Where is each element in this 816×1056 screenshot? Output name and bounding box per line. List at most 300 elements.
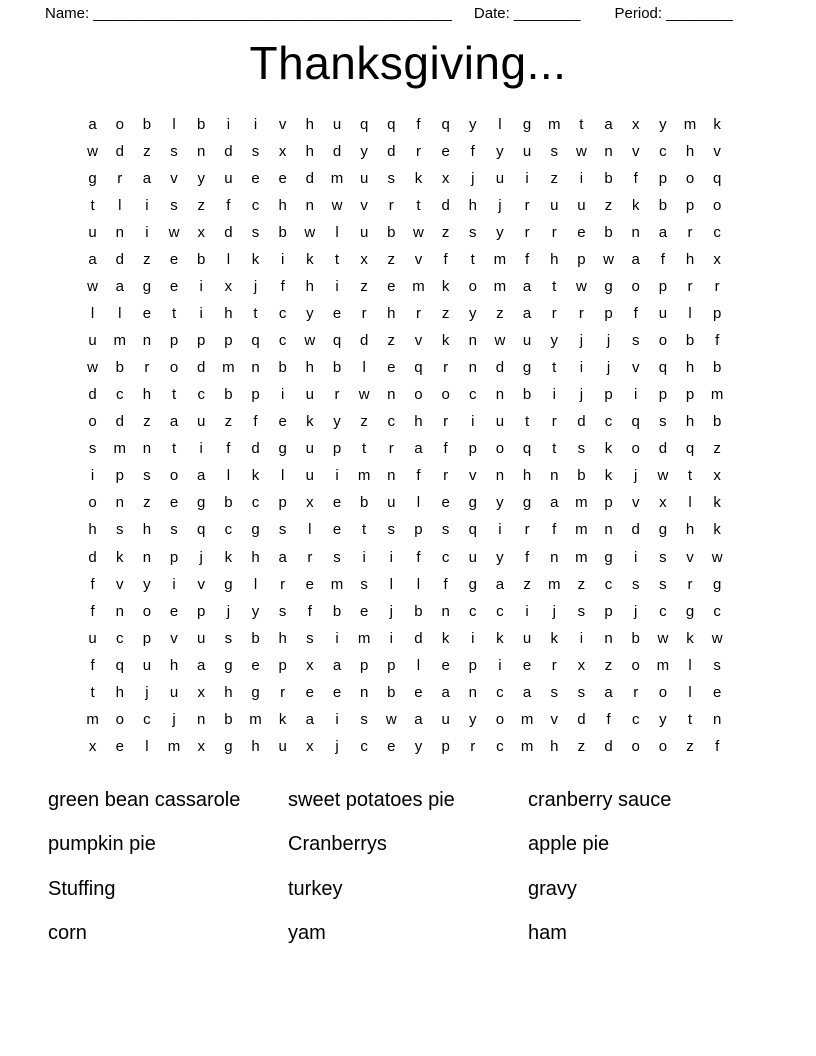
grid-letter: n xyxy=(550,548,559,566)
grid-letter: m xyxy=(547,575,561,593)
grid-letter: h xyxy=(550,251,559,269)
grid-letter: f xyxy=(416,548,421,566)
grid-letter: q xyxy=(658,359,668,377)
grid-letter: s xyxy=(170,197,178,215)
grid-letter: w xyxy=(711,629,723,647)
grid-letter: u xyxy=(197,629,206,647)
grid-letter: n xyxy=(441,602,450,620)
grid-letter: n xyxy=(387,467,396,485)
grid-letter: k xyxy=(550,629,558,647)
grid-letter: u xyxy=(441,710,450,728)
grid-letter: h xyxy=(522,467,532,485)
grid-letter: c xyxy=(496,602,504,620)
grid-letter: y xyxy=(469,116,477,134)
word-list-item: Cranberrys xyxy=(288,833,387,856)
grid-letter: y xyxy=(197,170,205,188)
grid-letter: t xyxy=(362,440,367,458)
grid-letter: j xyxy=(579,386,584,404)
grid-letter: u xyxy=(332,116,342,134)
grid-letter: z xyxy=(360,278,368,296)
grid-row xyxy=(79,111,732,138)
grid-letter: x xyxy=(713,467,721,485)
grid-letter: y xyxy=(550,332,558,350)
grid-letter: n xyxy=(115,494,124,512)
grid-letter: x xyxy=(88,737,97,755)
grid-letter: r xyxy=(443,359,449,377)
grid-letter: p xyxy=(387,656,396,674)
grid-letter: r xyxy=(551,224,557,242)
grid-letter: p xyxy=(604,494,613,512)
grid-letter: o xyxy=(468,278,477,296)
grid-letter: v xyxy=(550,710,558,728)
word-list-item: sweet potatoes pie xyxy=(288,789,455,811)
grid-letter: t xyxy=(171,386,177,404)
grid-letter: j xyxy=(253,278,258,296)
grid-letter: d xyxy=(414,629,423,647)
grid-letter: f xyxy=(253,413,258,431)
grid-letter: a xyxy=(88,251,97,269)
grid-letter: h xyxy=(251,548,260,566)
grid-letter: h xyxy=(224,305,233,323)
grid-letter: f xyxy=(470,143,475,161)
grid-letter: g xyxy=(251,521,260,539)
grid-letter: v xyxy=(713,143,721,161)
grid-letter: b xyxy=(631,629,640,647)
grid-letter: y xyxy=(496,224,504,242)
grid-letter: a xyxy=(522,278,532,296)
grid-letter: n xyxy=(604,143,613,161)
grid-letter: z xyxy=(713,440,721,458)
grid-letter: n xyxy=(468,332,477,350)
grid-letter: h xyxy=(685,359,695,377)
grid-letter: i xyxy=(199,440,203,458)
grid-letter: m xyxy=(656,656,670,674)
grid-letter: b xyxy=(278,224,287,242)
grid-letter: x xyxy=(577,656,586,674)
grid-letter: v xyxy=(631,143,640,161)
grid-letter: z xyxy=(496,305,504,323)
grid-letter: n xyxy=(197,143,206,161)
grid-row xyxy=(79,679,732,706)
grid-letter: i xyxy=(335,278,339,296)
grid-letter: e xyxy=(359,602,369,620)
grid-letter: d xyxy=(577,710,586,728)
grid-row xyxy=(79,300,732,327)
grid-letter: t xyxy=(687,710,693,728)
grid-letter: m xyxy=(86,710,99,728)
grid-letter: l xyxy=(688,305,692,323)
word-list-item: corn xyxy=(48,922,87,945)
grid-letter: i xyxy=(552,386,556,404)
grid-letter: c xyxy=(659,143,667,161)
grid-letter: f xyxy=(552,521,557,539)
grid-letter: t xyxy=(416,197,421,215)
grid-letter: n xyxy=(713,710,722,728)
grid-letter: d xyxy=(224,224,233,242)
grid-letter: s xyxy=(659,548,667,566)
grid-letter: j xyxy=(471,170,475,188)
grid-letter: r xyxy=(388,197,394,215)
grid-letter: y xyxy=(414,737,423,755)
grid-letter: r xyxy=(144,359,150,377)
grid-letter: w xyxy=(87,143,98,161)
grid-letter: b xyxy=(685,332,695,350)
grid-letter: h xyxy=(305,143,314,161)
grid-letter: g xyxy=(522,494,532,512)
grid-letter: d xyxy=(631,521,640,539)
grid-letter: u xyxy=(522,143,532,161)
grid-letter: s xyxy=(577,440,586,458)
grid-letter: o xyxy=(631,278,640,296)
grid-letter: j xyxy=(579,332,584,350)
grid-letter: j xyxy=(552,602,556,620)
grid-letter: o xyxy=(115,710,124,728)
grid-letter: m xyxy=(330,575,344,593)
grid-letter: a xyxy=(332,656,342,674)
grid-letter: v xyxy=(414,332,423,350)
grid-letter: s xyxy=(550,683,558,701)
grid-letter: a xyxy=(604,683,613,701)
word-list-item: ham xyxy=(528,922,567,945)
grid-letter: f xyxy=(280,278,285,296)
grid-letter: k xyxy=(306,251,314,269)
word-list-item: pumpkin pie xyxy=(48,833,156,856)
grid-letter: t xyxy=(90,683,95,701)
grid-letter: r xyxy=(551,305,557,323)
grid-letter: w xyxy=(711,548,723,566)
grid-letter: p xyxy=(169,332,179,350)
grid-letter: s xyxy=(441,521,450,539)
grid-letter: q xyxy=(332,332,342,350)
grid-letter: g xyxy=(224,575,233,593)
grid-letter: m xyxy=(167,737,181,755)
grid-letter: c xyxy=(496,737,504,755)
grid-letter: j xyxy=(145,683,149,701)
grid-letter: x xyxy=(306,656,314,674)
grid-letter: w xyxy=(304,332,316,350)
grid-letter: n xyxy=(495,386,505,404)
grid-letter: u xyxy=(359,170,369,188)
grid-letter: t xyxy=(171,305,177,323)
grid-letter: n xyxy=(142,548,152,566)
grid-letter: j xyxy=(606,332,611,350)
grid-letter: g xyxy=(685,602,695,620)
grid-letter: g xyxy=(604,278,613,296)
grid-letter: r xyxy=(280,683,286,701)
grid-letter: e xyxy=(387,278,396,296)
grid-letter: u xyxy=(305,440,314,458)
grid-letter: b xyxy=(359,494,369,512)
grid-letter: q xyxy=(251,332,260,350)
grid-letter: f xyxy=(660,251,665,269)
grid-letter: k xyxy=(251,467,260,485)
grid-letter: b xyxy=(387,683,396,701)
grid-letter: t xyxy=(362,521,367,539)
grid-letter: k xyxy=(441,629,450,647)
grid-letter: l xyxy=(389,575,393,593)
grid-row xyxy=(79,516,732,543)
grid-letter: j xyxy=(389,602,393,620)
grid-letter: h xyxy=(278,629,287,647)
grid-letter: d xyxy=(88,386,97,404)
grid-letter: z xyxy=(143,143,151,161)
grid-letter: r xyxy=(415,143,421,161)
word-list-column xyxy=(288,778,528,956)
grid-letter: s xyxy=(333,548,341,566)
grid-letter: z xyxy=(143,494,151,512)
period-label: Period: xyxy=(614,5,663,22)
grid-letter: e xyxy=(278,170,287,188)
grid-letter: r xyxy=(280,575,286,593)
grid-letter: c xyxy=(360,737,368,755)
grid-row xyxy=(79,219,732,246)
grid-letter: i xyxy=(281,386,285,404)
grid-letter: n xyxy=(115,224,124,242)
grid-letter: k xyxy=(713,116,721,134)
grid-letter: v xyxy=(469,467,477,485)
grid-letter: d xyxy=(115,143,124,161)
word-search-grid xyxy=(79,111,732,760)
grid-letter: i xyxy=(145,224,149,242)
grid-letter: k xyxy=(414,170,423,188)
grid-letter: l xyxy=(253,575,258,593)
grid-letter: i xyxy=(199,305,203,323)
grid-letter: r xyxy=(524,197,530,215)
grid-letter: f xyxy=(715,332,720,350)
grid-letter: p xyxy=(251,386,260,404)
grid-letter: m xyxy=(249,710,262,728)
grid-letter: p xyxy=(685,197,695,215)
grid-letter: r xyxy=(551,656,557,674)
grid-letter: e xyxy=(577,224,586,242)
grid-letter: g xyxy=(522,359,532,377)
grid-letter: e xyxy=(142,305,152,323)
grid-letter: k xyxy=(713,494,721,512)
grid-letter: i xyxy=(579,359,584,377)
grid-letter: p xyxy=(658,278,668,296)
grid-letter: n xyxy=(550,467,559,485)
grid-letter: l xyxy=(118,305,122,323)
grid-letter: u xyxy=(224,170,233,188)
grid-letter: c xyxy=(604,575,613,593)
grid-letter: e xyxy=(387,737,396,755)
grid-letter: d xyxy=(305,170,314,188)
grid-row xyxy=(79,489,732,516)
grid-letter: z xyxy=(143,413,151,431)
grid-letter: c xyxy=(278,305,287,323)
grid-letter: m xyxy=(357,629,371,647)
grid-letter: f xyxy=(524,251,530,269)
grid-letter: q xyxy=(414,359,423,377)
grid-letter: s xyxy=(360,710,368,728)
grid-letter: d xyxy=(604,737,613,755)
grid-letter: o xyxy=(142,602,152,620)
grid-letter: m xyxy=(330,170,344,188)
date-blank-line: ________ xyxy=(513,5,581,22)
grid-letter: s xyxy=(360,575,368,593)
grid-letter: p xyxy=(441,737,450,755)
grid-letter: u xyxy=(550,197,559,215)
grid-letter: g xyxy=(197,494,206,512)
grid-letter: d xyxy=(251,440,260,458)
grid-letter: l xyxy=(335,224,339,242)
grid-letter: o xyxy=(441,386,450,404)
grid-letter: k xyxy=(713,521,721,539)
grid-letter: d xyxy=(115,251,124,269)
page-title: Thanksgiving... xyxy=(249,37,567,89)
grid-letter: a xyxy=(142,170,152,188)
grid-letter: m xyxy=(222,359,235,377)
grid-letter: k xyxy=(224,548,233,566)
grid-letter: p xyxy=(197,332,206,350)
grid-letter: w xyxy=(385,710,397,728)
grid-letter: x xyxy=(441,170,450,188)
grid-letter: b xyxy=(713,359,722,377)
grid-letter: a xyxy=(88,116,97,134)
grid-letter: a xyxy=(522,305,532,323)
grid-letter: y xyxy=(496,494,504,512)
grid-letter: h xyxy=(387,305,396,323)
grid-letter: e xyxy=(332,521,342,539)
grid-letter: b xyxy=(577,467,586,485)
grid-letter: w xyxy=(87,359,98,377)
grid-row xyxy=(79,571,732,598)
grid-letter: a xyxy=(197,467,206,485)
grid-letter: x xyxy=(360,251,368,269)
grid-letter: o xyxy=(169,467,179,485)
grid-letter: u xyxy=(305,386,314,404)
grid-letter: k xyxy=(496,629,504,647)
grid-letter: p xyxy=(658,386,668,404)
grid-letter: r xyxy=(388,440,394,458)
grid-letter: e xyxy=(332,305,342,323)
grid-letter: m xyxy=(113,332,126,350)
grid-letter: f xyxy=(524,548,530,566)
grid-letter: k xyxy=(631,197,640,215)
grid-letter: l xyxy=(416,656,421,674)
grid-letter: l xyxy=(416,575,421,593)
grid-letter: h xyxy=(251,737,260,755)
grid-letter: f xyxy=(90,602,95,620)
grid-letter: g xyxy=(251,683,260,701)
grid-letter: s xyxy=(577,602,586,620)
grid-letter: p xyxy=(278,494,287,512)
grid-letter: p xyxy=(604,602,613,620)
grid-letter: h xyxy=(685,143,695,161)
grid-letter: c xyxy=(143,710,151,728)
grid-letter: y xyxy=(143,575,151,593)
grid-letter: i xyxy=(579,170,584,188)
grid-letter: z xyxy=(577,575,586,593)
grid-letter: u xyxy=(197,413,206,431)
grid-letter: l xyxy=(226,251,231,269)
grid-row xyxy=(79,625,732,652)
word-list-item: apple pie xyxy=(528,833,610,856)
grid-letter: n xyxy=(251,359,260,377)
grid-letter: h xyxy=(685,413,695,431)
grid-letter: r xyxy=(687,278,693,296)
grid-letter: q xyxy=(685,440,695,458)
grid-letter: f xyxy=(307,602,312,620)
grid-letter: p xyxy=(224,332,233,350)
grid-letter: z xyxy=(441,224,450,242)
grid-letter: z xyxy=(550,170,558,188)
grid-letter: i xyxy=(90,467,95,485)
grid-letter: e xyxy=(414,683,423,701)
grid-letter: h xyxy=(169,656,179,674)
grid-letter: l xyxy=(416,494,421,512)
grid-letter: k xyxy=(441,332,450,350)
grid-letter: i xyxy=(362,548,366,566)
grid-letter: m xyxy=(710,386,724,404)
grid-letter: m xyxy=(357,467,371,485)
grid-letter: a xyxy=(604,116,613,134)
grid-letter: f xyxy=(633,170,638,188)
grid-letter: s xyxy=(306,629,314,647)
grid-letter: k xyxy=(278,710,287,728)
grid-letter: o xyxy=(631,737,640,755)
grid-letter: m xyxy=(412,278,425,296)
grid-letter: p xyxy=(332,440,342,458)
grid-letter: b xyxy=(414,602,423,620)
grid-letter: d xyxy=(359,332,369,350)
grid-letter: k xyxy=(441,278,450,296)
grid-letter: o xyxy=(88,494,97,512)
grid-letter: p xyxy=(169,548,179,566)
grid-letter: y xyxy=(360,143,368,161)
grid-letter: e xyxy=(278,413,287,431)
grid-letter: r xyxy=(687,575,693,593)
grid-letter: f xyxy=(90,575,95,593)
grid-letter: u xyxy=(495,413,505,431)
grid-letter: l xyxy=(118,197,122,215)
grid-letter: v xyxy=(414,251,423,269)
grid-letter: d xyxy=(115,413,124,431)
grid-letter: t xyxy=(524,413,530,431)
grid-letter: e xyxy=(169,251,179,269)
date-label: Date: xyxy=(473,5,510,22)
grid-letter: d xyxy=(224,143,233,161)
grid-letter: e xyxy=(522,656,532,674)
grid-row xyxy=(79,246,732,273)
grid-letter: z xyxy=(197,197,205,215)
grid-letter: o xyxy=(658,737,668,755)
grid-letter: p xyxy=(577,251,586,269)
grid-letter: w xyxy=(331,197,343,215)
grid-letter: h xyxy=(305,359,314,377)
grid-letter: p xyxy=(685,386,695,404)
grid-letter: z xyxy=(604,197,613,215)
grid-letter: s xyxy=(278,602,287,620)
grid-row xyxy=(79,354,732,381)
grid-letter: z xyxy=(577,737,586,755)
grid-letter: b xyxy=(197,116,206,134)
grid-letter: x xyxy=(224,278,233,296)
word-list-item: Stuffing xyxy=(48,877,116,900)
grid-letter: b xyxy=(604,224,613,242)
grid-letter: j xyxy=(226,602,231,620)
grid-letter: i xyxy=(281,251,285,269)
grid-letter: t xyxy=(253,305,258,323)
grid-letter: h xyxy=(305,116,314,134)
grid-letter: e xyxy=(332,494,342,512)
grid-letter: y xyxy=(469,710,477,728)
grid-letter: j xyxy=(634,602,638,620)
grid-letter: o xyxy=(495,710,505,728)
grid-letter: b xyxy=(197,251,206,269)
grid-letter: l xyxy=(498,116,502,134)
grid-letter: m xyxy=(113,440,126,458)
